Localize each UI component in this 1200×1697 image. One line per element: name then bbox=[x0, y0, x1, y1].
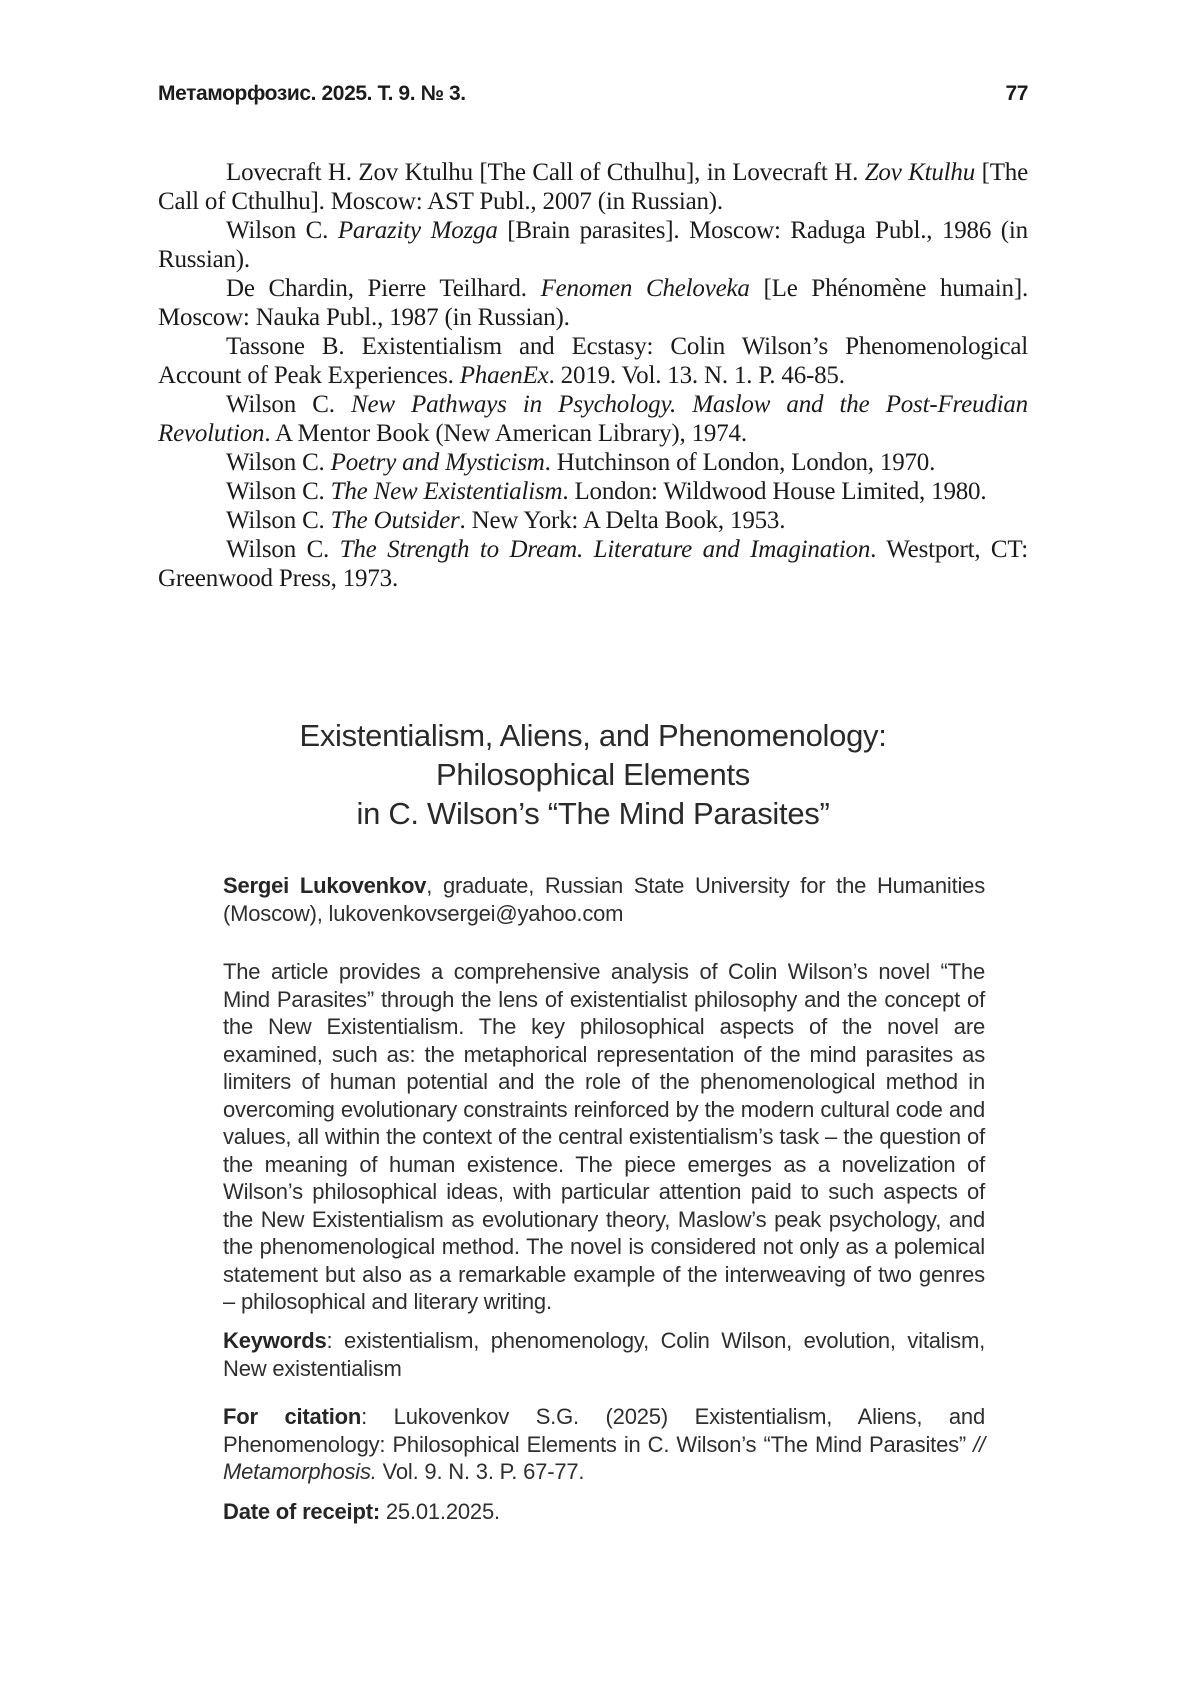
reference-item: Lovecraft H. Zov Ktulhu [The Call of Cthulhu], in Lovecraft H. Zov Ktulhu [The Call of Cthulhu]. Moscow: AST Publ., 2007 (in Russian). bbox=[158, 159, 1028, 215]
page-number: 77 bbox=[1005, 82, 1028, 105]
reference-item: Wilson C. The Strength to Dream. Literature and Imagination. Westport, CT: Greenwood Press, 1973. bbox=[158, 536, 1028, 592]
author-name: Sergei Lukovenkov bbox=[223, 873, 427, 898]
author-affiliation: , graduate, Russian State University for the Humanities (Moscow), lukovenkovsergei@yahoo.com bbox=[223, 873, 985, 926]
abstract-block bbox=[223, 958, 985, 1316]
keywords-label: Keywords bbox=[223, 1328, 327, 1353]
receipt-date: 25.01.2025. bbox=[379, 1499, 500, 1524]
reference-item: Wilson C. Parazity Mozga [Brain parasites]. Moscow: Raduga Publ., 1986 (in Russian). bbox=[158, 217, 1028, 273]
abstract-paragraph: The article provides a comprehensive analysis of Colin Wilson’s novel “The Mind Parasites” through the lens of existentialist philosophy and the concept of the New Existentialism. The key philosophical aspects of the novel are examined, such as: the metaphorical representation of the mind parasites as limiters of human potential and the role of the phenomenological method in overcoming evolutionary constraints reinforced by the modern cultural code and values, all within the context of the central existentialism’s task – the question of the meaning of human existence. The piece emerges as a novelization of Wilson’s philosophical ideas, with particular attention paid to such aspects of the New Existentialism as evolutionary theory, Maslow’s peak psychology, and the phenomenological method. The novel is considered not only as a polemical statement but also as a remarkable example of the interweaving of two genres – philosophical and literary writing. bbox=[223, 959, 985, 1314]
running-header bbox=[158, 82, 1028, 106]
citation-block bbox=[223, 1403, 985, 1486]
journal-header: Метаморфозис. 2025. Т. 9. № 3. bbox=[158, 82, 466, 105]
references-list bbox=[158, 158, 1028, 593]
keywords-block bbox=[223, 1327, 985, 1382]
author-line bbox=[223, 872, 985, 927]
citation-text: : Lukovenkov S.G. (2025) Existentialism, Aliens, and Phenomenology: Philosophical Elements in C. Wilson’s “The Mind Parasites” // Metamorphosis. Vol. 9. N. 3. P. 67-77. bbox=[223, 1404, 985, 1484]
keywords-paragraph bbox=[223, 1327, 985, 1382]
citation-label: For citation bbox=[223, 1404, 362, 1429]
citation-paragraph bbox=[223, 1403, 985, 1486]
reference-item: Tassone B. Existentialism and Ecstasy: Colin Wilson’s Phenomenological Account of Peak Experiences. PhaenEx. 2019. Vol. 13. N. 1. P. 46-85. bbox=[158, 333, 1028, 389]
reference-item: Wilson C. The New Existentialism. London: Wildwood House Limited, 1980. bbox=[226, 478, 987, 505]
receipt-label: Date of receipt: bbox=[223, 1499, 380, 1524]
keywords-text: : existentialism, phenomenology, Colin Wilson, evolution, vitalism, New existentialism bbox=[223, 1328, 985, 1381]
receipt-block bbox=[223, 1498, 985, 1526]
reference-item: De Chardin, Pierre Teilhard. Fenomen Cheloveka [Le Phénomène humain]. Moscow: Nauka Publ., 1987 (in Russian). bbox=[158, 275, 1028, 331]
reference-item: Wilson C. Poetry and Mysticism. Hutchinson of London, London, 1970. bbox=[226, 449, 936, 476]
reference-item: Wilson C. New Pathways in Psychology. Maslow and the Post-Freudian Revolution. A Mentor Book (New American Library), 1974. bbox=[158, 391, 1028, 447]
author-block bbox=[223, 872, 985, 927]
article-title: Existentialism, Aliens, and Phenomenology: Philosophical Elements in C. Wilson’s “The Mind Parasites” bbox=[299, 718, 887, 831]
reference-item: Wilson C. The Outsider. New York: A Delta Book, 1953. bbox=[226, 507, 786, 534]
receipt-line bbox=[223, 1498, 985, 1526]
